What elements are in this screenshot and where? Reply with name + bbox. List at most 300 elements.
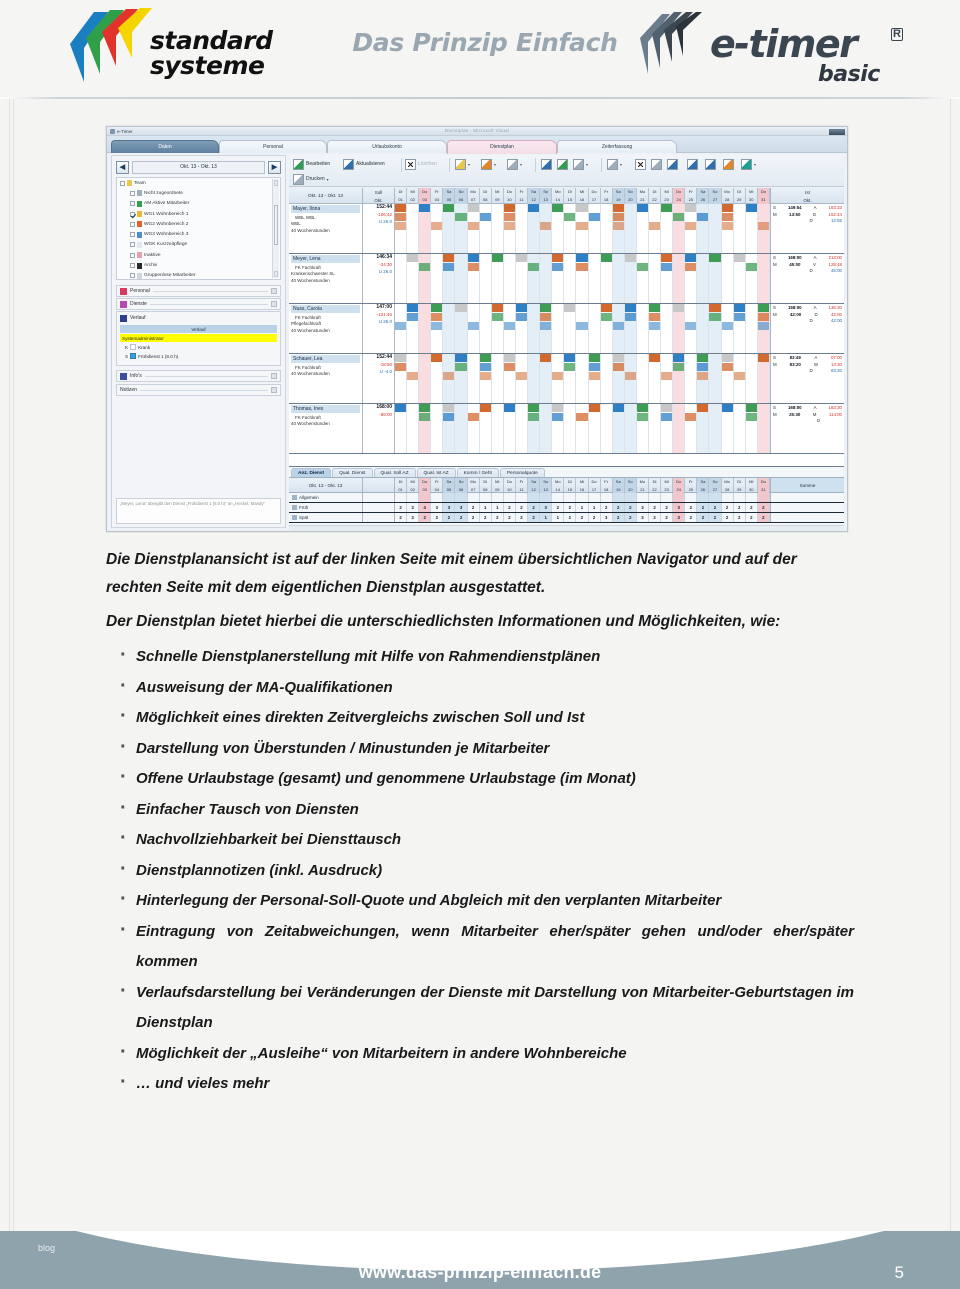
shift-cell[interactable] — [746, 204, 758, 253]
shift-cell[interactable] — [455, 254, 467, 303]
shift-cell[interactable] — [601, 254, 613, 303]
tree-checkbox[interactable] — [130, 191, 135, 196]
shift-cell[interactable] — [709, 304, 721, 353]
shift-cell[interactable] — [528, 304, 540, 353]
window-controls[interactable] — [829, 129, 845, 135]
verlauf-selected-user[interactable]: Systemadministrator — [120, 334, 277, 342]
shift-cell[interactable] — [673, 254, 685, 303]
summary-tabs[interactable] — [289, 467, 844, 477]
shift-cell[interactable] — [709, 254, 721, 303]
divider — [145, 376, 268, 377]
drucken-button[interactable] — [293, 174, 329, 185]
shift-cells[interactable] — [395, 204, 770, 253]
shift-cell[interactable] — [492, 404, 504, 453]
table-row[interactable] — [289, 254, 844, 304]
employee-qualification: FK Fachkraft — [295, 364, 321, 370]
tree-item-nicht-zugeordnete[interactable] — [117, 188, 280, 198]
shift-cell[interactable] — [407, 354, 419, 403]
shift-cell[interactable] — [492, 254, 504, 303]
tree-checkbox[interactable] — [130, 232, 135, 237]
shift-cell[interactable] — [395, 254, 407, 303]
shift-cell[interactable] — [697, 354, 709, 403]
soll-value: 168:00 — [376, 404, 392, 410]
verlauf-entry-code: K — [125, 344, 129, 350]
section-notizen-label: Notizen — [120, 386, 137, 393]
summary-value — [443, 493, 455, 502]
shift-cell[interactable] — [492, 354, 504, 403]
shift-cell[interactable] — [443, 204, 455, 253]
feature-item: · Nachvollziehbarkeit bei Diensttausch — [106, 825, 854, 856]
shift-cell[interactable] — [697, 404, 709, 453]
section-expand-button[interactable] — [271, 373, 277, 379]
shift-cell[interactable] — [589, 404, 601, 453]
summary-value — [516, 493, 528, 502]
shift-cell[interactable] — [552, 304, 564, 353]
feature-item: · Verlaufsdarstellung bei Veränderungen der Dienste mit Darstellung von Mitarbeiter-Geburtstagen im Dienstplan — [106, 978, 854, 1039]
shift-cell[interactable] — [443, 304, 455, 353]
verlauf-entry-fruehdienst[interactable] — [120, 352, 277, 360]
shift-cell[interactable] — [516, 354, 528, 403]
shift-cell[interactable] — [637, 354, 649, 403]
shift-cell[interactable] — [589, 354, 601, 403]
day-header: Fr 04 — [431, 188, 443, 204]
shift-cell[interactable] — [455, 354, 467, 403]
shift-cell[interactable] — [734, 254, 746, 303]
tree-root-row[interactable] — [117, 178, 280, 188]
shift-cell[interactable] — [685, 404, 697, 453]
shift-cell[interactable] — [431, 304, 443, 353]
chevron-down-icon[interactable]: ▾ — [494, 162, 497, 167]
section-expand-button[interactable] — [271, 288, 277, 294]
summary-value — [492, 493, 504, 502]
chevron-down-icon[interactable]: ▾ — [468, 162, 471, 167]
blog-label[interactable]: blog — [38, 1243, 56, 1253]
shift-cell[interactable] — [613, 254, 625, 303]
shift-cell[interactable] — [697, 304, 709, 353]
summary-value: 2 — [576, 513, 588, 522]
shift-cells[interactable] — [395, 354, 770, 403]
grid-summary-panel — [289, 466, 844, 528]
shift-cell[interactable] — [395, 404, 407, 453]
tree-item-wg3[interactable] — [117, 229, 280, 239]
shift-cell[interactable] — [601, 204, 613, 253]
shift-cell[interactable] — [734, 404, 746, 453]
day-header: Do 10 — [504, 478, 516, 492]
shift-cell[interactable] — [516, 404, 528, 453]
save-plan-button[interactable] — [455, 159, 470, 170]
feature-item: · Schnelle Dienstplanerstellung mit Hilfe von Rahmendienstplänen — [106, 642, 854, 673]
summary-value: 2 — [455, 513, 467, 522]
shift-cell[interactable] — [564, 404, 576, 453]
shift-cell[interactable] — [431, 404, 443, 453]
shift-cell[interactable] — [468, 404, 480, 453]
shift-cell[interactable] — [480, 204, 492, 253]
section-personal-label: Personal — [130, 287, 150, 294]
shift-cell[interactable] — [576, 204, 588, 253]
employee-name: Schauer, Lea — [291, 355, 360, 363]
shift-cell[interactable] — [540, 304, 552, 353]
toolbar-separator — [401, 158, 402, 172]
shift-cell[interactable] — [480, 254, 492, 303]
shift-cell[interactable] — [673, 404, 685, 453]
shift-cell[interactable] — [504, 304, 516, 353]
shift-cell[interactable] — [722, 204, 734, 253]
user-tool-button[interactable] — [723, 159, 734, 170]
shift-cell[interactable] — [492, 204, 504, 253]
day-header: Do 03 — [419, 478, 431, 492]
shift-cell[interactable] — [504, 354, 516, 403]
employee-cell[interactable] — [289, 404, 363, 453]
bearbeiten-button[interactable] — [293, 159, 330, 170]
shift-cell[interactable] — [589, 304, 601, 353]
shift-cell[interactable] — [661, 304, 673, 353]
shift-cell[interactable] — [492, 304, 504, 353]
shift-cell[interactable] — [685, 304, 697, 353]
shift-cell[interactable] — [480, 304, 492, 353]
verlauf-entry-label: Frühdienst 1 (8.0 h) — [138, 353, 179, 359]
tree-item-gruppenlose[interactable] — [117, 271, 280, 281]
shift-cell[interactable] — [613, 404, 625, 453]
shift-cell[interactable] — [661, 254, 673, 303]
section-infos-label: Info's — [130, 372, 142, 379]
shift-cell[interactable] — [395, 304, 407, 353]
tree-item-wg2[interactable] — [117, 219, 280, 229]
summary-tab[interactable]: Qual. Dienst — [332, 468, 372, 477]
horizontal-scrollbar[interactable] — [289, 525, 844, 531]
summary-value — [528, 493, 540, 502]
print-icon — [293, 174, 304, 185]
shift-cell[interactable] — [746, 304, 758, 353]
table-row[interactable] — [289, 304, 844, 354]
shift-cell[interactable] — [613, 304, 625, 353]
shift-cell[interactable] — [528, 254, 540, 303]
shift-cell[interactable] — [443, 254, 455, 303]
shift-cell[interactable] — [685, 354, 697, 403]
shift-cell[interactable] — [589, 204, 601, 253]
summary-tab[interactable]: Anz. Dienst — [291, 468, 331, 477]
day-header: Mo 14 — [552, 188, 564, 204]
shift-cell[interactable] — [637, 254, 649, 303]
day-header: Di 29 — [734, 188, 746, 204]
paragraph-2: Der Dienstplan bietet hierbei die unterschiedlichsten Informationen und Möglichkeiten, wie: — [106, 613, 781, 630]
shift-cell[interactable] — [395, 204, 407, 253]
shift-cell[interactable] — [552, 404, 564, 453]
day-header: Do 17 — [589, 188, 601, 204]
summary-row — [289, 503, 844, 513]
shift-cell[interactable] — [468, 304, 480, 353]
shift-cell[interactable] — [649, 354, 661, 403]
summary-day-headers — [395, 478, 770, 492]
tree-item-inaktive[interactable] — [117, 250, 280, 260]
frame-tool-button[interactable] — [651, 159, 662, 170]
summary-value — [697, 493, 709, 502]
shift-cell[interactable] — [649, 254, 661, 303]
shift-cell[interactable] — [407, 204, 419, 253]
chevron-down-icon[interactable]: ▾ — [326, 177, 329, 182]
shift-cell[interactable] — [673, 304, 685, 353]
scrollbar-thumb[interactable] — [274, 205, 278, 245]
section-expand-button[interactable] — [271, 387, 277, 393]
tab-dienstplan[interactable]: Dienstplan — [447, 140, 557, 154]
shift-cell[interactable] — [697, 254, 709, 303]
dienstplan-grid[interactable] — [289, 188, 844, 528]
shift-cell[interactable] — [576, 304, 588, 353]
shift-cell[interactable] — [625, 304, 637, 353]
chevron-down-icon[interactable]: ▾ — [754, 162, 757, 167]
notes-textarea[interactable]: „Meyer, Lena“ übergibt den Dienst „Frühdienst 1 (8.0 h)“ an „Heckel, Mandy“ — [116, 498, 281, 524]
employee-cell[interactable] — [289, 354, 363, 403]
summary-tab[interactable]: Qual. Ist AZ — [417, 468, 456, 477]
summary-value: 2 — [734, 503, 746, 512]
shift-cell[interactable] — [722, 404, 734, 453]
shift-cell[interactable] — [613, 354, 625, 403]
shift-cell[interactable] — [589, 254, 601, 303]
summary-value: 1 — [589, 503, 601, 512]
tree-item-wg1[interactable] — [117, 209, 280, 219]
export-button[interactable] — [507, 159, 522, 170]
day-header: Do 24 — [673, 188, 685, 204]
shift-cell[interactable] — [661, 354, 673, 403]
shift-cell[interactable] — [722, 354, 734, 403]
shift-cell[interactable] — [552, 254, 564, 303]
employee-cell[interactable] — [289, 254, 363, 303]
grid-day-headers — [395, 188, 770, 204]
shift-cell[interactable] — [746, 354, 758, 403]
footer-url[interactable]: www.das-prinzip-einfach.de — [358, 1262, 602, 1282]
shift-cell[interactable] — [540, 204, 552, 253]
shift-cell[interactable] — [419, 304, 431, 353]
shift-cell[interactable] — [528, 354, 540, 403]
shift-cell[interactable] — [746, 404, 758, 453]
shift-cell[interactable] — [649, 304, 661, 353]
shift-cell[interactable] — [516, 254, 528, 303]
copy-tool-button[interactable] — [573, 159, 588, 170]
shift-cell[interactable] — [431, 254, 443, 303]
shift-cell[interactable] — [758, 354, 770, 403]
shift-cell[interactable] — [407, 304, 419, 353]
shift-cell[interactable] — [601, 354, 613, 403]
shift-cell[interactable] — [722, 254, 734, 303]
shift-cell[interactable] — [528, 404, 540, 453]
tree-item-archiv[interactable] — [117, 260, 280, 270]
shift-cell[interactable] — [395, 354, 407, 403]
section-infos[interactable] — [116, 370, 281, 382]
shift-cell[interactable] — [419, 404, 431, 453]
open-plan-button[interactable] — [481, 159, 496, 170]
cycle-tool-button[interactable] — [705, 159, 716, 170]
shift-cell[interactable] — [468, 354, 480, 403]
shift-cell[interactable] — [637, 404, 649, 453]
employee-cell[interactable] — [289, 204, 363, 253]
employee-cell[interactable] — [289, 304, 363, 353]
shift-cell[interactable] — [625, 254, 637, 303]
shift-cell[interactable] — [758, 254, 770, 303]
shift-cell[interactable] — [480, 354, 492, 403]
shift-cell[interactable] — [576, 404, 588, 453]
employee-qualification: WBL WBL — [295, 214, 316, 220]
shift-cell[interactable] — [504, 204, 516, 253]
shift-cell[interactable] — [504, 254, 516, 303]
shift-cell[interactable] — [637, 304, 649, 353]
section-notizen[interactable] — [116, 384, 281, 396]
table-row[interactable] — [289, 354, 844, 404]
shift-cell[interactable] — [504, 404, 516, 453]
shift-cell[interactable] — [564, 204, 576, 253]
shift-cell[interactable] — [480, 404, 492, 453]
shift-cell[interactable] — [455, 404, 467, 453]
summary-tab[interactable]: Personalquote — [500, 468, 545, 477]
tab-personal[interactable]: Personal — [219, 140, 327, 154]
next-period-button[interactable]: ▶ — [268, 161, 281, 174]
edit-tool-button[interactable] — [557, 159, 568, 170]
shift-cell[interactable] — [601, 304, 613, 353]
shift-cell[interactable] — [443, 354, 455, 403]
tree-item-wgk[interactable] — [117, 240, 280, 250]
shift-cell[interactable] — [758, 404, 770, 453]
shift-cell[interactable] — [709, 204, 721, 253]
shift-cell[interactable] — [540, 404, 552, 453]
tree-item-label: WGK Kurzzeitpflege — [144, 242, 188, 248]
shift-cell[interactable] — [455, 204, 467, 253]
verlauf-header[interactable] — [117, 312, 280, 324]
shift-cell[interactable] — [455, 304, 467, 353]
table-row[interactable] — [289, 204, 844, 254]
shift-cell[interactable] — [625, 204, 637, 253]
tree-scrollbar[interactable] — [272, 179, 279, 278]
shift-cell[interactable] — [734, 304, 746, 353]
swap-tool-button[interactable] — [607, 159, 622, 170]
tree-checkbox[interactable] — [130, 222, 135, 227]
gear-icon — [741, 159, 752, 170]
scroll-up-arrow-icon[interactable] — [274, 180, 278, 186]
shift-cell[interactable] — [709, 354, 721, 403]
shift-cell[interactable] — [685, 254, 697, 303]
shift-cell[interactable] — [576, 354, 588, 403]
tab-zeiterfassung[interactable]: Zeiterfassung — [557, 140, 677, 154]
shift-cell[interactable] — [431, 204, 443, 253]
grid-body[interactable] — [289, 204, 844, 466]
scroll-down-arrow-icon[interactable] — [274, 271, 278, 277]
tab-urlaubskonto[interactable]: Urlaubskonto — [327, 140, 447, 154]
shift-cell[interactable] — [722, 304, 734, 353]
shift-cell[interactable] — [673, 204, 685, 253]
day-header: Mo 21 — [637, 188, 649, 204]
section-personal[interactable] — [116, 285, 281, 297]
shift-cell[interactable] — [407, 254, 419, 303]
down-tool-button[interactable] — [687, 159, 698, 170]
shift-cell[interactable] — [468, 204, 480, 253]
shift-cell[interactable] — [407, 404, 419, 453]
shift-cell[interactable] — [661, 404, 673, 453]
shift-cell[interactable] — [540, 254, 552, 303]
summary-tab[interactable]: Komm / Geht — [457, 468, 499, 477]
chevron-down-icon[interactable]: ▾ — [586, 162, 589, 167]
shift-cell[interactable] — [564, 304, 576, 353]
settings-tool-button[interactable] — [741, 159, 756, 170]
tree-item-label: WG1 Wohnbereich 1 — [144, 211, 189, 217]
chevron-down-icon[interactable]: ▾ — [520, 162, 523, 167]
aktualisieren-label: Aktualisieren — [356, 161, 385, 167]
toolbar-separator — [535, 158, 536, 172]
shift-cell[interactable] — [661, 204, 673, 253]
urlaub-value: U -4.0 — [379, 369, 392, 374]
shift-cells[interactable] — [395, 254, 770, 303]
shift-cell[interactable] — [649, 404, 661, 453]
aktualisieren-button[interactable] — [343, 159, 385, 170]
prev-period-button[interactable]: ◀ — [116, 161, 129, 174]
section-dienste[interactable] — [116, 298, 281, 310]
feature-item: · Einfacher Tausch von Diensten — [106, 795, 854, 826]
shift-cell[interactable] — [431, 354, 443, 403]
shift-cell[interactable] — [552, 354, 564, 403]
shift-cell[interactable] — [709, 404, 721, 453]
shift-cell[interactable] — [673, 354, 685, 403]
tab-daten[interactable]: Daten — [111, 140, 219, 154]
day-header: Do 31 — [758, 478, 770, 492]
tree-checkbox[interactable] — [130, 242, 135, 247]
shift-cell[interactable] — [564, 254, 576, 303]
shift-cell[interactable] — [625, 354, 637, 403]
shift-cell[interactable] — [685, 204, 697, 253]
shift-cell[interactable] — [601, 404, 613, 453]
shift-cell[interactable] — [516, 204, 528, 253]
shift-cell[interactable] — [734, 204, 746, 253]
feature-item: · Darstellung von Überstunden / Minustunden je Mitarbeiter — [106, 734, 854, 765]
shift-cells[interactable] — [395, 404, 770, 453]
shift-cell[interactable] — [419, 254, 431, 303]
section-expand-button[interactable] — [271, 301, 277, 307]
shift-cell[interactable] — [576, 254, 588, 303]
people-tool-button[interactable] — [635, 159, 646, 170]
shift-cell[interactable] — [540, 354, 552, 403]
shift-cell[interactable] — [697, 204, 709, 253]
summary-tab[interactable]: Qual. Soll AZ — [374, 468, 416, 477]
tree-checkbox[interactable] — [130, 201, 135, 206]
toolbar-separator — [601, 158, 602, 172]
day-header: Do 24 — [673, 478, 685, 492]
shift-cell[interactable] — [419, 204, 431, 253]
shift-cell[interactable] — [552, 204, 564, 253]
shift-cell[interactable] — [528, 204, 540, 253]
team-tree[interactable] — [116, 177, 281, 280]
verlauf-entry-krank[interactable] — [120, 343, 277, 351]
shift-cell[interactable] — [758, 204, 770, 253]
shift-cell[interactable] — [468, 254, 480, 303]
shift-cells[interactable] — [395, 304, 770, 353]
shift-cell[interactable] — [516, 304, 528, 353]
window-tool-button[interactable] — [541, 159, 552, 170]
chevron-down-icon[interactable]: ▾ — [620, 162, 623, 167]
tree-checkbox[interactable] — [130, 263, 135, 268]
shift-cell[interactable] — [419, 354, 431, 403]
tree-checkbox[interactable] — [130, 253, 135, 258]
shift-cell[interactable] — [613, 204, 625, 253]
shift-cell[interactable] — [625, 404, 637, 453]
shift-cell[interactable] — [746, 254, 758, 303]
table-row[interactable] — [289, 404, 844, 454]
shift-cell[interactable] — [443, 404, 455, 453]
tree-item-aktive-mitarbeiter[interactable] — [117, 199, 280, 209]
tree-root-checkbox[interactable] — [120, 181, 125, 186]
shift-cell[interactable] — [758, 304, 770, 353]
tree-checkbox[interactable] — [130, 273, 135, 278]
shift-cell[interactable] — [734, 354, 746, 403]
shift-cell[interactable] — [637, 204, 649, 253]
shift-cell[interactable] — [564, 354, 576, 403]
shift-cell[interactable] — [649, 204, 661, 253]
calendar-tool-button[interactable] — [667, 159, 678, 170]
tree-checkbox[interactable] — [130, 212, 135, 217]
